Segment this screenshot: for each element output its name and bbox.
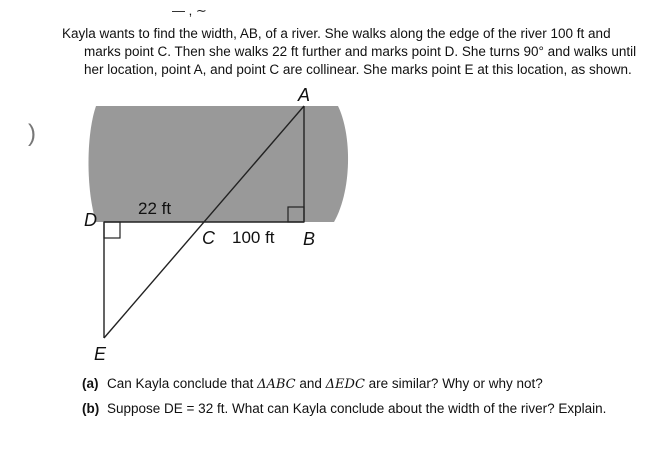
problem-line-3: her location, point A, and point C are collinear. She marks point E at this location, as shown. [84,62,632,77]
measure-cb: 100 ft [232,228,275,247]
label-b: B [303,229,316,249]
question-b [82,400,606,418]
question-b-tag: (b) [82,401,100,416]
question-a-text-start: Can Kayla conclude that [107,376,258,391]
cut-off-text: — , ∼ [172,10,207,18]
right-angle-mark-d [104,222,120,238]
label-d: D [84,210,97,230]
label-e: E [94,344,107,364]
question-a-and: and [295,376,326,391]
question-b-text: Suppose DE = 32 ft. What can Kayla conclude about the width of the river? Explain. [107,401,607,416]
triangle-edc: ΔEDC [325,377,365,392]
problem-line-2: marks point C. Then she walks 22 ft further and marks point D. She turns 90° and walks until [84,44,637,59]
label-a: A [298,85,311,105]
margin-mark: ) [28,120,36,147]
triangle-abc: ΔABC [257,377,296,392]
question-a [82,375,606,394]
label-c: C [202,228,215,248]
question-a-text-end: are similar? Why or why not? [364,376,543,391]
questions [82,375,606,424]
problem-line-1: Kayla wants to find the width, AB, of a river. She walks along the edge of the river 100 ft and [62,26,611,41]
question-a-tag: (a) [82,376,99,391]
measure-dc: 22 ft [138,199,172,218]
